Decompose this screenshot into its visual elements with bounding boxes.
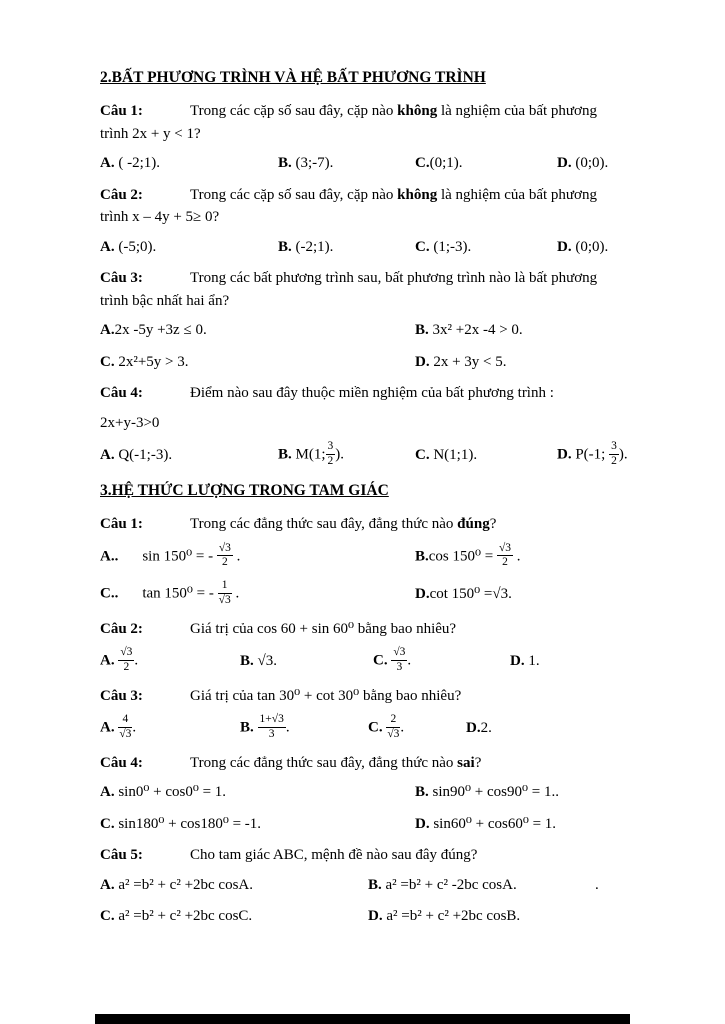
question-text-bold: không [397,103,438,120]
question-text: 2x+y-3>0 [100,414,160,431]
option-c [373,647,510,676]
answer-row-s2-q3 [100,714,625,743]
option-d [510,650,625,673]
question-text-pre: Trong các cặp số sau đây, cặp nào [190,103,398,120]
option-text: . [134,653,139,670]
option-a [100,714,240,743]
option-label: B. [415,322,429,339]
option-label: D. [368,908,383,925]
option-text: (1;-3). [429,238,472,255]
question-text-pre: Trong các cặp số sau đây, cặp nào [190,186,398,203]
option-d [557,152,625,175]
question-s2-q2 [100,618,625,641]
option-a [100,236,278,259]
option-text: . [400,720,405,737]
option-d [415,351,625,374]
fraction-numerator: √3 [217,542,233,557]
option-text: . [232,548,241,565]
option-text: sin180⁰ + cos180⁰ = -1. [114,815,262,832]
fraction [326,440,336,469]
question-text-pre: Trong các đẳng thức sau đây, đẳng thức nào [190,516,458,533]
fraction-denominator: 3 [396,661,403,674]
option-b [415,543,625,572]
option-b [278,236,415,259]
fraction-denominator: 2 [123,661,130,674]
option-text: a² =b² + c² +2bc cosC. [114,908,253,925]
question-text-post: ? [489,516,497,533]
option-label: D. [415,353,430,370]
question-text: Giá trị của tan 30⁰ + cot 30⁰ bằng bao nhiêu? [190,687,462,704]
option-text: (0;0). [571,155,609,172]
fraction-numerator: 3 [609,440,619,455]
option-a [100,647,240,676]
option-label: A. [100,447,115,464]
option-text: (0;1). [429,155,463,172]
option-text: a² =b² + c² +2bc cosB. [382,908,521,925]
option-label: A. [100,322,115,339]
option-a [100,319,415,342]
fraction-denominator: √3 [218,593,231,606]
fraction-denominator: 3 [268,728,275,741]
fraction [391,646,407,675]
fraction-denominator: 2 [502,556,508,569]
option-d [557,236,625,259]
question-s1-q3 [100,267,625,312]
fraction-numerator: 3 [326,440,336,455]
option-d [368,905,625,928]
option-b [368,874,595,897]
option-label: C. [415,447,430,464]
option-text: 1. [524,653,540,670]
question-text-pre: Trong các đẳng thức sau đây, đẳng thức nào [190,754,458,771]
option-text: sin60⁰ + cos60⁰ = 1. [429,815,557,832]
option-text: ). [335,446,345,463]
fraction [118,646,134,675]
option-c [415,236,557,259]
option-label: C. [368,720,383,737]
option-text: . [513,548,521,565]
answer-row-s1-q3-ab [100,319,625,342]
fraction [217,542,233,571]
question-s1-q1 [100,100,625,145]
option-label: D. [557,446,572,463]
fraction-numerator: √3 [391,646,407,661]
question-label: Câu 2: [100,620,143,637]
option-label: B. [278,446,292,463]
option-text: a² =b² + c² -2bc cosA. [381,876,517,893]
answer-row-s1-q4 [100,440,628,470]
option-text: sin90⁰ + cos90⁰ = 1.. [428,784,559,801]
fraction-numerator: √3 [118,646,134,661]
section-1-heading: 2.BẤT PHƯƠNG TRÌNH VÀ HỆ BẤT PHƯƠNG TRÌNH [100,69,486,86]
answer-row-s2-q1-ab [100,543,625,572]
option-c [415,152,557,175]
question-label: Câu 3: [100,270,143,287]
option-text: sin0⁰ + cos0⁰ = 1. [114,784,227,801]
option-text: P(-1; [571,446,610,463]
option-d [557,441,628,470]
option-label: A. [100,784,115,801]
fraction [497,542,513,571]
option-text: ). [618,446,628,463]
option-label: B. [368,876,382,893]
option-text: ( -2;1). [114,155,160,172]
option-a [100,874,368,897]
question-text-bold: không [397,186,438,203]
option-label: B. [278,155,292,172]
fraction [118,713,132,742]
option-c [100,580,415,609]
option-label: D. [557,155,572,172]
option-label: D. [557,238,572,255]
option-label: A. [100,238,115,255]
question-label: Câu 1: [100,103,143,120]
fraction [258,713,286,742]
option-label: B. [415,548,429,565]
option-label: D. [415,815,430,832]
option-text: a² =b² + c² +2bc cosA. [114,876,254,893]
option-label: C. [100,815,115,832]
section-2-heading: 3.HỆ THỨC LƯỢNG TRONG TAM GIÁC [100,481,389,499]
fraction-numerator: √3 [497,542,513,557]
fraction-denominator: 2 [221,556,228,569]
stray-period: . [595,876,599,893]
question-label: Câu 2: [100,186,143,203]
option-label: A. [100,720,115,737]
question-s2-q5 [100,844,625,867]
option-label: D. [466,720,481,737]
option-text: √3. [253,653,277,670]
option-label: A. [100,653,115,670]
option-text: cos 150⁰ = [428,548,497,565]
option-b [415,781,625,804]
answer-row-s2-q5-ab [100,874,625,897]
option-label: D. [510,653,525,670]
option-label: C. [415,155,430,172]
option-text: (3;-7). [291,155,334,172]
option-label: A. [100,876,115,893]
question-s2-q3 [100,685,625,708]
question-text-bold: sai [457,754,475,771]
option-label: D. [415,586,430,603]
option-c [368,714,466,743]
option-label: B. [240,720,254,737]
fraction [386,713,400,742]
option-b [240,650,373,673]
answer-row-s2-q4-cd [100,813,625,836]
question-s2-q1 [100,513,625,536]
option-text: . [285,720,290,737]
option-text: N(1;1). [429,447,478,464]
option-text: sin 150⁰ = - [142,548,217,565]
answer-row-s1-q1 [100,152,625,175]
option-text: 2x + 3y < 5. [429,353,507,370]
fraction [609,440,619,469]
option-a [100,543,415,572]
option-text: (0;0). [571,238,609,255]
option-d [415,813,625,836]
option-label: C. [415,238,430,255]
fraction-numerator: 1+√3 [258,713,286,728]
fraction-denominator: 2 [327,455,334,468]
option-label: B. [278,238,292,255]
question-text: Cho tam giác ABC, mệnh đề nào sau đây đúng? [190,847,478,864]
option-text: 2. [480,720,492,737]
option-b [278,152,415,175]
option-text: Q(-1;-3). [114,447,173,464]
option-text: 2x²+5y > 3. [114,353,189,370]
question-text: Giá trị của cos 60 + sin 60⁰ bằng bao nhiêu? [190,620,457,637]
option-text: cot 150⁰ =√3. [429,586,512,603]
option-c [100,351,415,374]
option-label: C. [100,353,115,370]
option-d [466,717,625,740]
answer-row-s1-q2 [100,236,625,259]
option-text: (-2;1). [291,238,334,255]
option-text: (-5;0). [114,238,157,255]
fraction-denominator: √3 [387,728,400,741]
option-label: A. [100,155,115,172]
fraction-denominator: 2 [611,455,617,468]
option-a [100,781,415,804]
option-text: 2x -5y +3z ≤ 0. [114,322,207,339]
option-text: . [231,585,240,602]
option-label: C. [373,653,388,670]
option-label: C. [100,908,115,925]
question-s1-q4-line2 [100,412,625,435]
fraction-denominator: √3 [119,728,132,741]
question-label: Câu 3: [100,687,143,704]
option-c [100,905,368,928]
question-label: Câu 5: [100,847,143,864]
fraction-numerator: 4 [118,713,132,728]
option-b [278,441,415,470]
answer-row-s2-q1-cd [100,580,625,609]
question-text: Điểm nào sau đây thuộc miền nghiệm của bất phương trình : [190,385,554,402]
fraction-numerator: 1 [218,579,232,594]
option-text: M(1; [291,446,326,463]
option-a [100,152,278,175]
option-d [415,583,625,606]
answer-row-s2-q4-ab [100,781,625,804]
question-label: Câu 1: [100,516,143,533]
option-c [415,444,557,467]
question-text-post: là nghiệm của bất phương trình 2x + y < 1? [100,103,597,142]
question-text-post: ? [474,754,482,771]
answer-row-s1-q3-cd [100,351,625,374]
answer-row-s2-q2 [100,647,625,676]
option-label: C.. [100,585,119,602]
option-c [100,813,415,836]
option-text: tan 150⁰ = - [142,585,218,602]
question-label: Câu 4: [100,385,143,402]
option-a [100,444,278,467]
question-s2-q4 [100,752,625,775]
page-break-bar [95,1014,630,1024]
fraction-numerator: 2 [386,713,400,728]
question-text-bold: đúng [457,516,490,533]
option-label: B. [240,653,254,670]
option-b [240,714,368,743]
question-text: Trong các bất phương trình sau, bất phương trình nào là bất phương trình bậc nhất hai ẩn? [100,270,598,309]
option-label: B. [415,784,429,801]
answer-row-s2-q5-cd [100,905,625,928]
question-label: Câu 4: [100,754,143,771]
option-text: . [407,653,412,670]
question-text-post: là nghiệm của bất phương trình x – 4y + 5≥ 0? [100,186,597,226]
option-text: . [132,720,137,737]
question-s1-q4 [100,382,625,405]
fraction [218,579,232,608]
option-b [415,319,625,342]
question-s1-q2 [100,184,625,229]
option-label: A.. [100,548,119,565]
option-text: 3x² +2x -4 > 0. [428,322,523,339]
